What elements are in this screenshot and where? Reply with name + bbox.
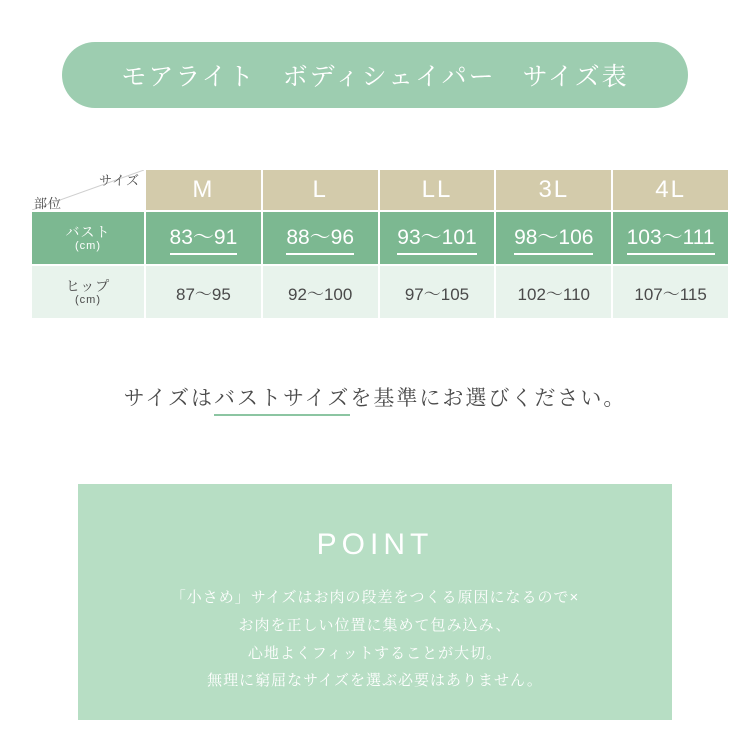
point-line: お肉を正しい位置に集めて包み込み、	[238, 616, 512, 634]
size-table	[30, 168, 730, 320]
bust-value-4l-text: 103〜111	[627, 221, 715, 255]
bust-value-4l	[613, 212, 728, 264]
corner-part-label: 部位	[34, 196, 63, 211]
point-line: 心地よくフィットすることが大切。	[247, 644, 503, 662]
note-suffix: を基準にお選びください。	[350, 387, 627, 410]
bust-value-ll-text: 93〜101	[397, 221, 476, 255]
bust-value-ll	[380, 212, 495, 264]
hip-value-l: 92〜100	[263, 266, 378, 318]
page-title: モアライト ボディシェイパー サイズ表	[121, 63, 629, 91]
bust-value-3l	[496, 212, 611, 264]
bust-value-m	[146, 212, 261, 264]
column-header-3l: 3L	[496, 170, 611, 210]
bust-value-m-text: 83〜91	[170, 221, 238, 255]
note-highlight: バストサイズ	[214, 387, 350, 416]
note-prefix: サイズは	[123, 387, 214, 410]
column-header-m: M	[146, 170, 261, 210]
point-section	[78, 484, 672, 720]
row-label-bust-unit: (cm)	[75, 239, 101, 252]
column-header-4l: 4L	[613, 170, 728, 210]
bust-value-l	[263, 212, 378, 264]
bust-value-l-text: 88〜96	[286, 221, 354, 255]
page-title-banner	[62, 42, 688, 108]
row-label-hip-text: ヒップ	[65, 277, 111, 294]
point-line: 無理に窮屈なサイズを選ぶ必要はありません。	[207, 672, 543, 690]
table-row	[32, 266, 728, 318]
size-table-container	[30, 168, 730, 320]
point-title: POINT	[316, 528, 434, 561]
hip-value-ll: 97〜105	[380, 266, 495, 318]
table-row	[32, 212, 728, 264]
row-label-hip-unit: (cm)	[75, 293, 101, 306]
column-header-ll: LL	[380, 170, 495, 210]
hip-value-m: 87〜95	[146, 266, 261, 318]
row-label-hip	[32, 266, 144, 318]
column-header-l: L	[263, 170, 378, 210]
hip-value-4l: 107〜115	[613, 266, 728, 318]
row-label-bust-text: バスト	[65, 223, 111, 240]
point-body	[171, 584, 580, 695]
bust-value-3l-text: 98〜106	[514, 221, 593, 255]
hip-value-3l: 102〜110	[496, 266, 611, 318]
table-header-row	[32, 170, 728, 210]
row-label-bust	[32, 212, 144, 264]
point-line: 「小さめ」サイズはお肉の段差をつくる原因になるので×	[170, 589, 580, 606]
table-corner-cell	[32, 170, 144, 210]
corner-size-label: サイズ	[99, 173, 140, 188]
size-guidance-note	[0, 382, 750, 412]
